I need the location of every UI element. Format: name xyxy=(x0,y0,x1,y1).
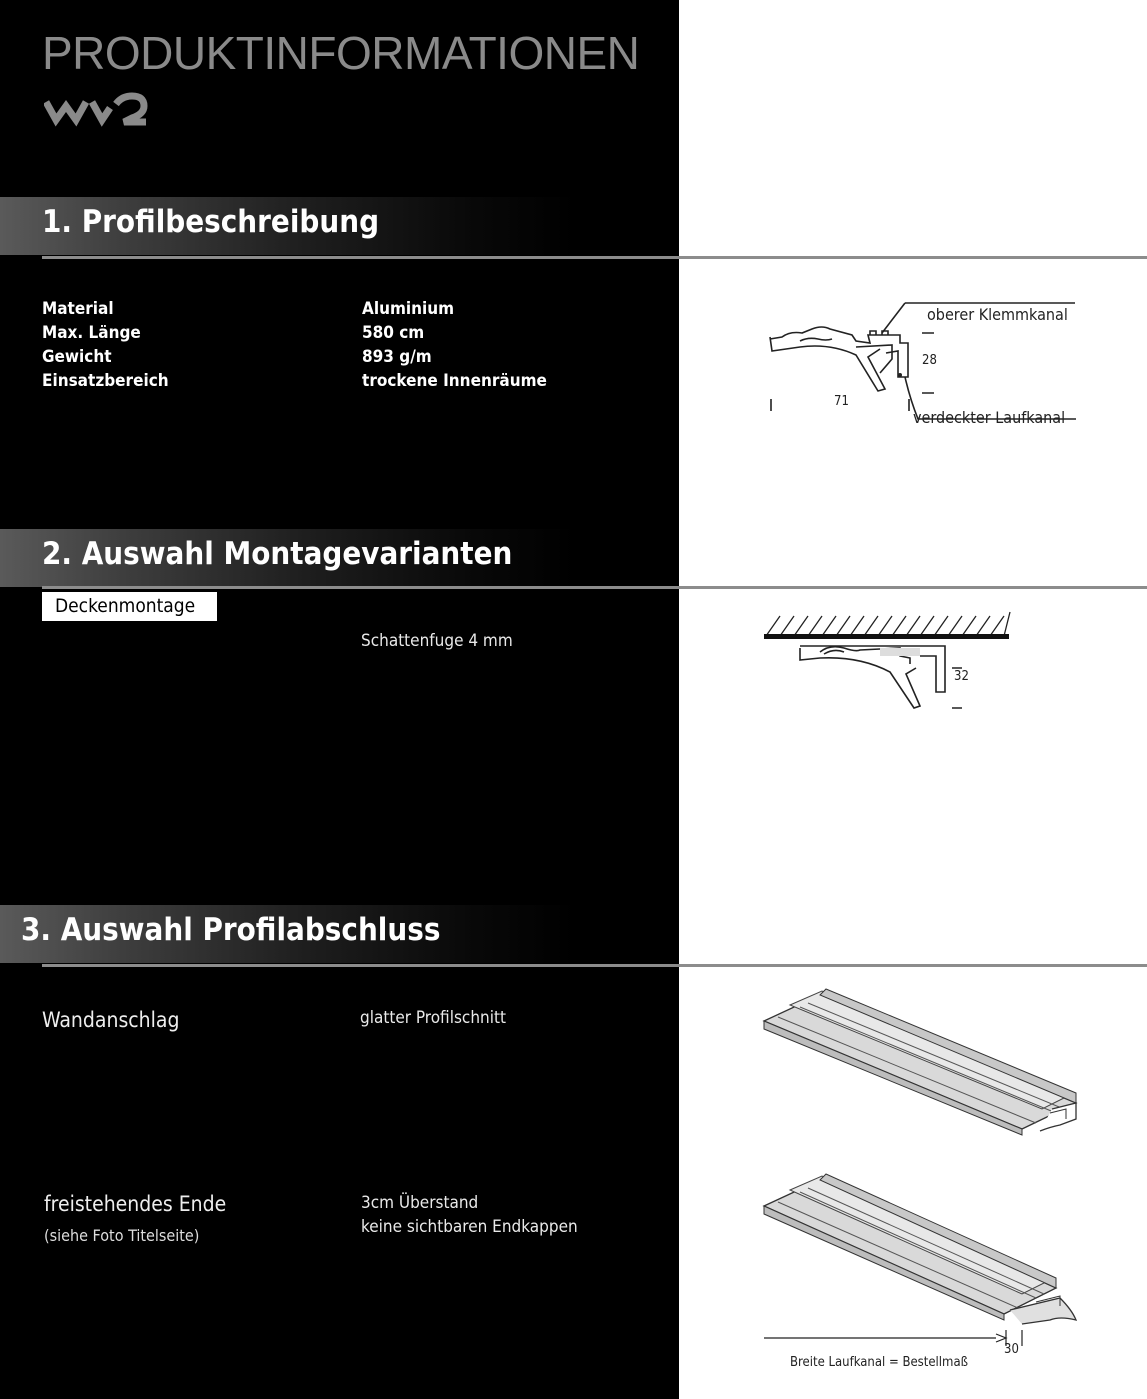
freestanding-end-detail: keine sichtbaren Endkappen xyxy=(361,1217,578,1237)
section3-heading: 3. Auswahl Profilabschluss xyxy=(21,912,441,948)
freestanding-end-title: freistehendes Ende xyxy=(44,1192,227,1216)
section2-header xyxy=(0,529,679,587)
section2-heading: 2. Auswahl Montagevarianten xyxy=(42,536,513,572)
wall-stop-detail: glatter Profilschnitt xyxy=(360,1008,506,1028)
section1-divider xyxy=(42,256,1147,259)
spec-value: 580 cm xyxy=(362,323,425,343)
w2-logo xyxy=(44,92,154,128)
spec-value: Aluminium xyxy=(362,299,455,319)
section2-divider xyxy=(42,586,1147,589)
spec-label: Max. Länge xyxy=(42,323,141,343)
wall-stop-title: Wandanschlag xyxy=(42,1008,180,1032)
section3-header xyxy=(0,905,679,963)
page-title: PRODUKTINFORMATIONEN xyxy=(42,27,640,79)
spec-value: 893 g/m xyxy=(362,347,432,367)
ceiling-dimension-height: 32 xyxy=(954,669,969,684)
section1-header xyxy=(0,197,679,255)
freestanding-end-detail: 3cm Überstand xyxy=(361,1193,479,1213)
spec-value: trockene Innenräume xyxy=(362,371,547,391)
section1-heading: 1. Profilbeschreibung xyxy=(42,204,380,240)
freestanding-end-subtitle: (siehe Foto Titelseite) xyxy=(44,1226,200,1245)
wall-stop-profile-drawing xyxy=(760,985,1090,1135)
spec-label: Einsatzbereich xyxy=(42,371,169,391)
upper-clamp-channel-label: oberer Klemmkanal xyxy=(927,305,1068,324)
dimension-width: 71 xyxy=(834,394,849,409)
freestanding-end-profile-drawing xyxy=(760,1170,1090,1340)
spec-label: Material xyxy=(42,299,114,319)
dimension-height: 28 xyxy=(922,353,937,368)
ceiling-mount-drawing xyxy=(760,612,1020,722)
spec-label: Gewicht xyxy=(42,347,112,367)
overhang-dimension: 30 xyxy=(1004,1342,1019,1357)
ceiling-mount-tag: Deckenmontage xyxy=(42,592,217,621)
section3-divider xyxy=(42,964,1147,967)
shadow-gap-text: Schattenfuge 4 mm xyxy=(361,631,513,651)
hidden-track-channel-label: verdeckter Laufkanal xyxy=(913,408,1066,427)
track-width-dimension-label: Breite Laufkanal = Bestellmaß xyxy=(790,1355,968,1370)
